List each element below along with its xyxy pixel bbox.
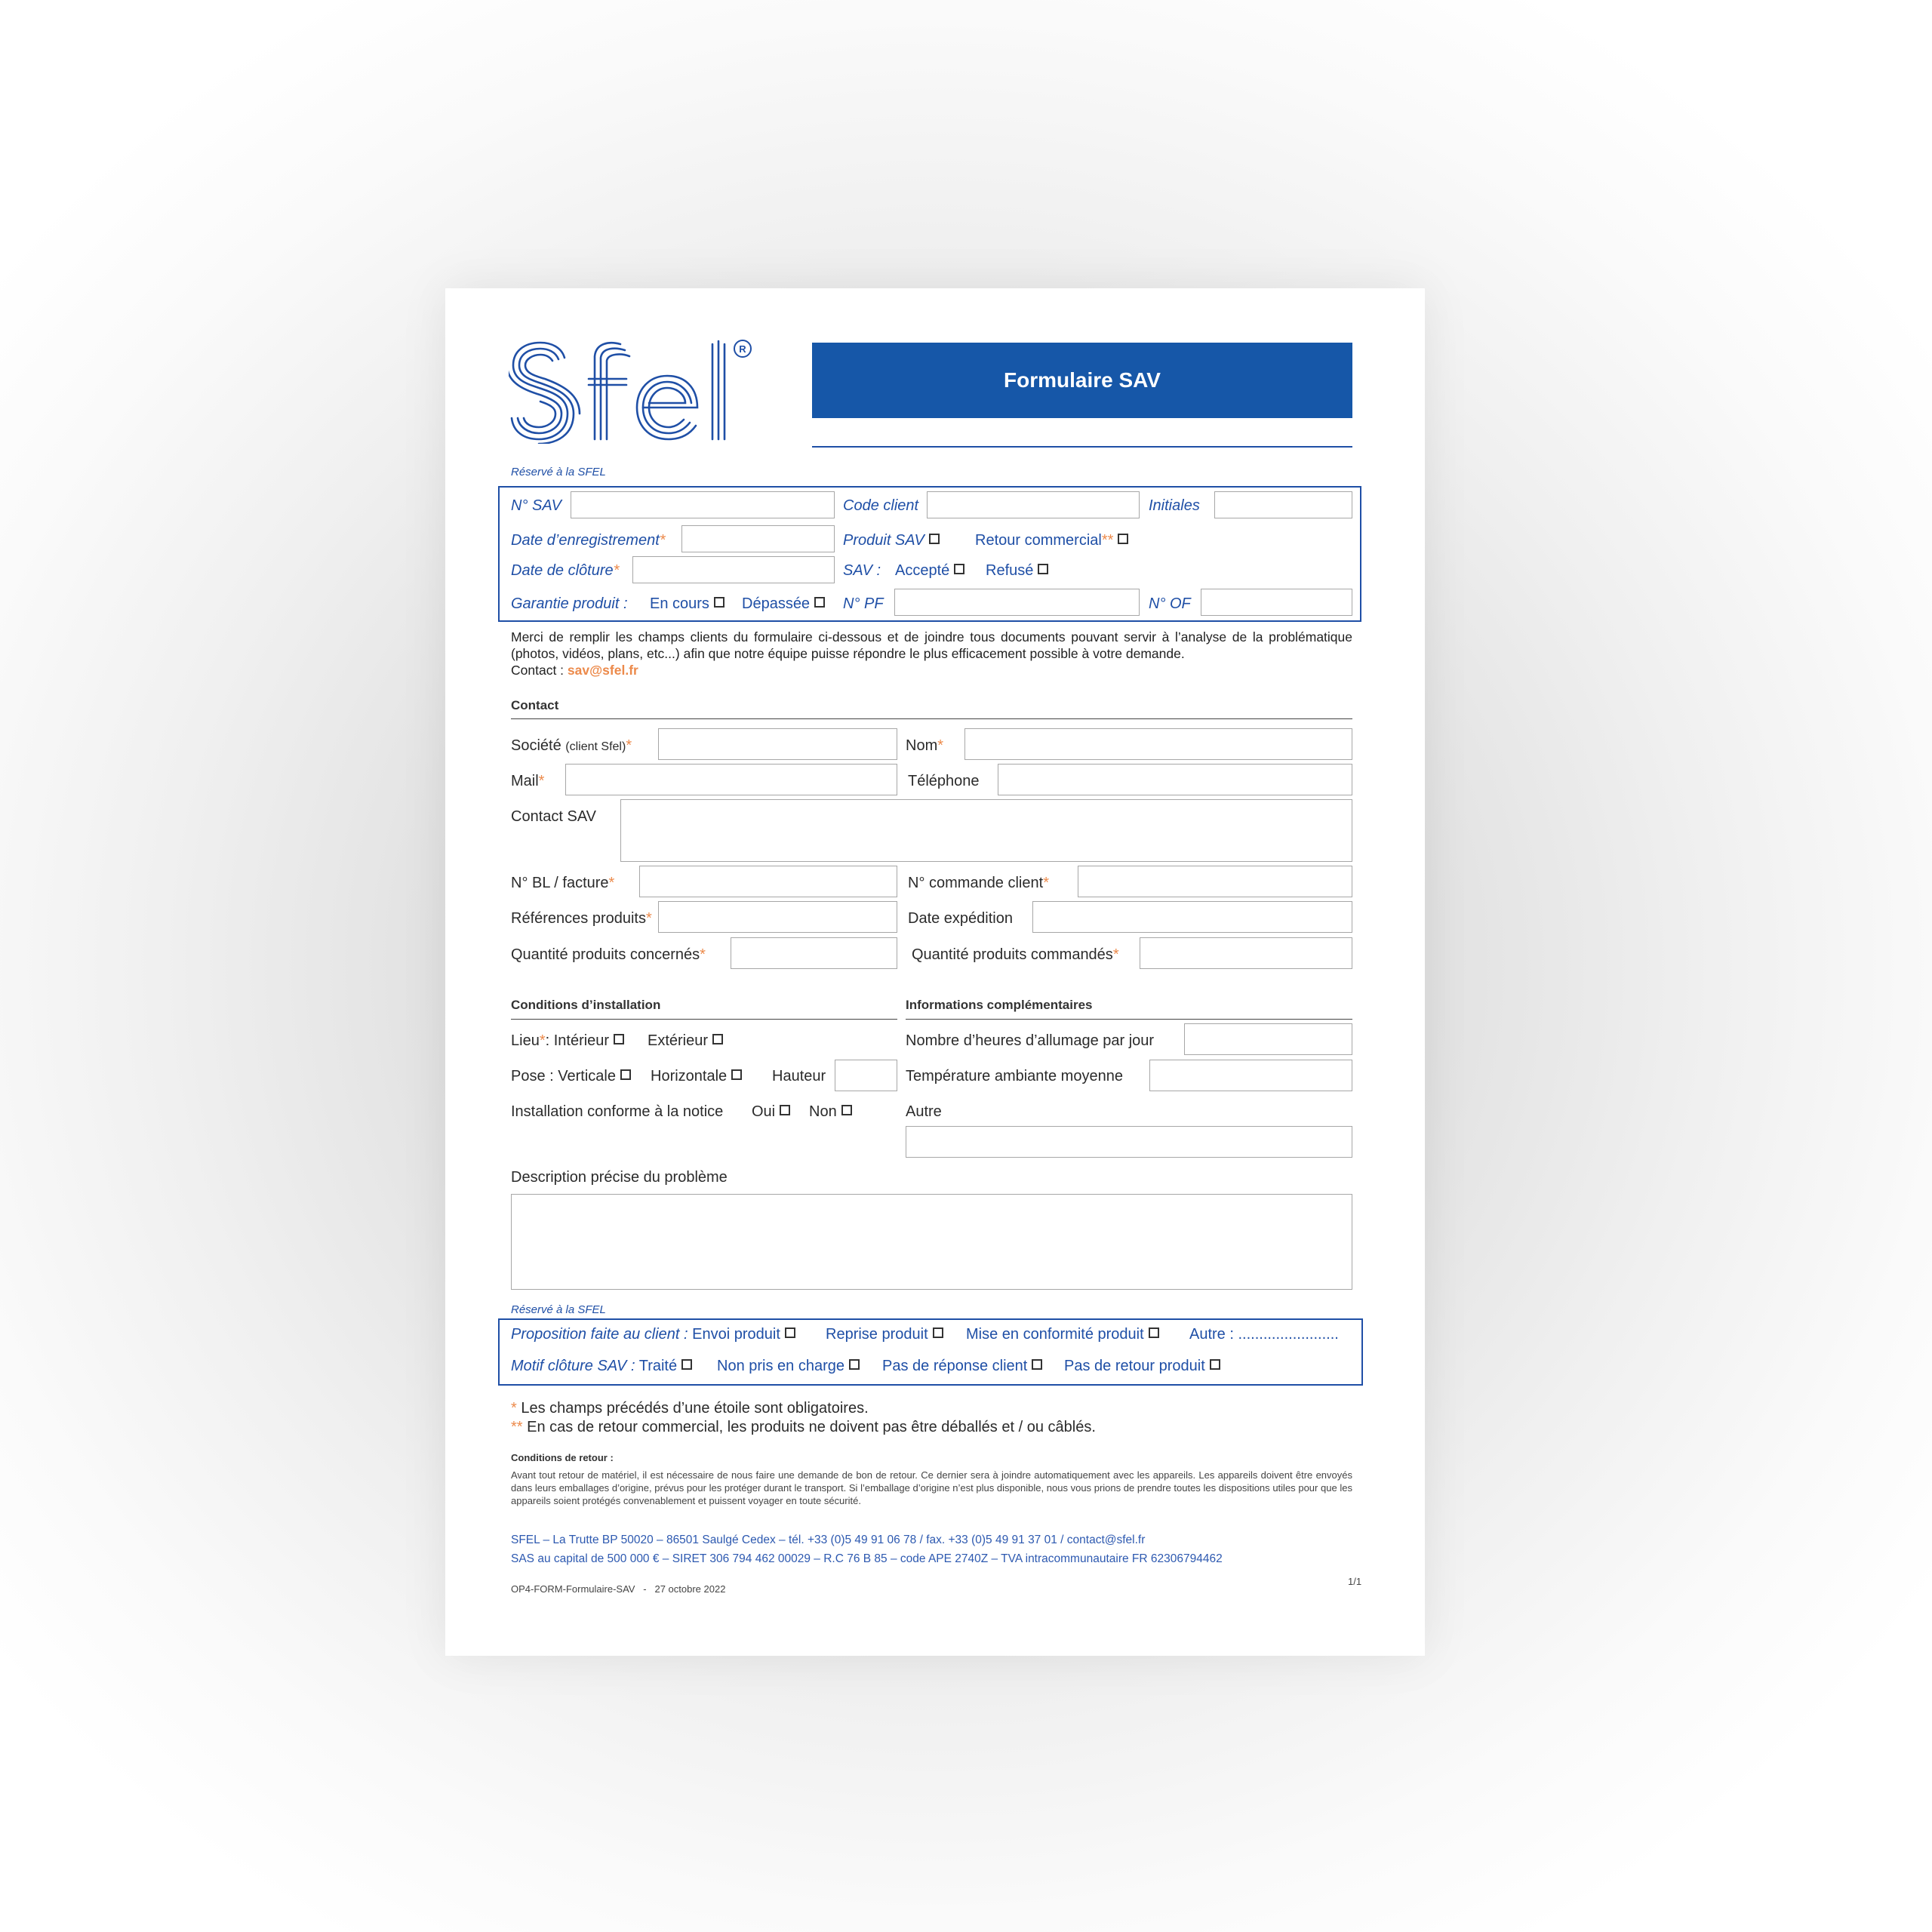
exterieur-checkbox[interactable] bbox=[712, 1034, 723, 1044]
envoi-checkbox[interactable] bbox=[785, 1327, 795, 1338]
infos-rule bbox=[906, 1019, 1352, 1020]
n-commande-input[interactable] bbox=[1078, 866, 1352, 897]
exterieur-option: Extérieur bbox=[648, 1032, 723, 1050]
date-cloture-input[interactable] bbox=[632, 556, 835, 583]
depassee-option: Dépassée bbox=[742, 595, 825, 613]
garantie-label: Garantie produit : bbox=[511, 595, 628, 612]
doc-reference: OP4-FORM-Formulaire-SAV - 27 octobre 2022 bbox=[511, 1583, 726, 1595]
produit-sav-checkbox[interactable] bbox=[929, 534, 940, 544]
note-required: * Les champs précédés d’une étoile sont obligatoires. bbox=[511, 1400, 869, 1417]
proposition-row: Proposition faite au client : Envoi produit bbox=[511, 1325, 795, 1343]
interieur-checkbox[interactable] bbox=[614, 1034, 624, 1044]
contact-section-title: Contact bbox=[511, 698, 559, 712]
date-expedition-input[interactable] bbox=[1032, 901, 1352, 933]
pas-reponse-checkbox[interactable] bbox=[1032, 1359, 1042, 1370]
pas-reponse-option: Pas de réponse client bbox=[882, 1357, 1042, 1375]
mise-option: Mise en conformité produit bbox=[966, 1325, 1159, 1343]
date-enregistrement-label: Date d’enregistrement* bbox=[511, 532, 666, 549]
description-textarea[interactable] bbox=[511, 1194, 1352, 1290]
en-cours-checkbox[interactable] bbox=[714, 597, 724, 608]
autre-label: Autre bbox=[906, 1103, 942, 1120]
sav-status-label: SAV : bbox=[843, 562, 881, 579]
retour-commercial-option: Retour commercial** bbox=[975, 531, 1128, 549]
reprise-option: Reprise produit bbox=[826, 1325, 943, 1343]
oui-checkbox[interactable] bbox=[780, 1105, 790, 1115]
societe-input[interactable] bbox=[658, 728, 897, 760]
n-of-label: N° OF bbox=[1149, 595, 1191, 612]
form-title: Formulaire SAV bbox=[1004, 368, 1161, 392]
depassee-checkbox[interactable] bbox=[814, 597, 825, 608]
lieu-option: Lieu*: Intérieur bbox=[511, 1032, 624, 1050]
date-enregistrement-input[interactable] bbox=[681, 525, 835, 552]
retour-commercial-checkbox[interactable] bbox=[1118, 534, 1128, 544]
footer-legal: SAS au capital de 500 000 € – SIRET 306 794 462 00029 – R.C 76 B 85 – code APE 2740Z – TVA intracommunautaire FR 62306794462 bbox=[511, 1552, 1223, 1565]
n-bl-input[interactable] bbox=[639, 866, 897, 897]
non-pris-checkbox[interactable] bbox=[849, 1359, 860, 1370]
oui-option: Oui bbox=[752, 1103, 790, 1121]
code-client-label: Code client bbox=[843, 497, 919, 514]
horizontale-option: Horizontale bbox=[651, 1067, 742, 1085]
temperature-input[interactable] bbox=[1149, 1060, 1352, 1091]
n-sav-input[interactable] bbox=[571, 491, 835, 518]
traite-checkbox[interactable] bbox=[681, 1359, 692, 1370]
heures-label: Nombre d’heures d’allumage par jour bbox=[906, 1032, 1155, 1049]
n-pf-input[interactable] bbox=[894, 589, 1140, 616]
autre-input[interactable] bbox=[906, 1126, 1352, 1158]
mise-checkbox[interactable] bbox=[1149, 1327, 1159, 1338]
hauteur-input[interactable] bbox=[835, 1060, 897, 1091]
qte-concernes-label: Quantité produits concernés* bbox=[511, 946, 706, 963]
accepte-option: Accepté bbox=[895, 561, 964, 580]
telephone-label: Téléphone bbox=[908, 773, 980, 789]
telephone-input[interactable] bbox=[998, 764, 1352, 795]
sfel-logo bbox=[509, 338, 758, 444]
n-pf-label: N° PF bbox=[843, 595, 884, 612]
svg-text:R: R bbox=[739, 343, 746, 355]
pas-retour-checkbox[interactable] bbox=[1210, 1359, 1220, 1370]
nom-label: Nom* bbox=[906, 737, 944, 754]
non-checkbox[interactable] bbox=[841, 1105, 852, 1115]
verticale-checkbox[interactable] bbox=[620, 1069, 631, 1080]
qte-commandes-label: Quantité produits commandés* bbox=[912, 946, 1119, 963]
installation-rule bbox=[511, 1019, 897, 1020]
date-cloture-label: Date de clôture* bbox=[511, 562, 620, 579]
page-number: 1/1 bbox=[1348, 1576, 1362, 1587]
societe-label: Société (client Sfel)* bbox=[511, 737, 632, 754]
produit-sav-option: Produit SAV bbox=[843, 531, 940, 549]
nom-input[interactable] bbox=[964, 728, 1352, 760]
refuse-checkbox[interactable] bbox=[1038, 564, 1048, 574]
conforme-label: Installation conforme à la notice bbox=[511, 1103, 724, 1120]
pose-option: Pose : Verticale bbox=[511, 1067, 631, 1085]
non-pris-option: Non pris en charge bbox=[717, 1357, 860, 1375]
conditions-text: Avant tout retour de matériel, il est nécessaire de nous faire une demande de bon de retour. Ce dernier sera à joindre automatiquement avec les appareils. Les appareils doivent être envoyés dans leurs emballages d’origine, prévus pour les protéger durant le transport. Si l’emballage d’origine n’est plus disponible, nous vous prions de prendre toutes les dispositions utiles pour que les appareils soient protégés convenablement et puissent voyager en toute sécurité. bbox=[511, 1469, 1352, 1506]
title-banner bbox=[812, 343, 1352, 418]
contact-sav-textarea[interactable] bbox=[620, 799, 1352, 862]
initiales-label: Initiales bbox=[1149, 497, 1200, 514]
installation-section-title: Conditions d’installation bbox=[511, 998, 661, 1012]
non-option: Non bbox=[809, 1103, 852, 1121]
refuse-option: Refusé bbox=[986, 561, 1048, 580]
mail-input[interactable] bbox=[565, 764, 897, 795]
n-of-input[interactable] bbox=[1201, 589, 1352, 616]
temperature-label: Température ambiante moyenne bbox=[906, 1068, 1123, 1084]
pas-retour-option: Pas de retour produit bbox=[1064, 1357, 1220, 1375]
n-commande-label: N° commande client* bbox=[908, 875, 1049, 891]
contact-email-link[interactable]: sav@sfel.fr bbox=[567, 663, 638, 678]
autre-proposition: Autre : ........................ bbox=[1189, 1326, 1339, 1343]
description-label: Description précise du problème bbox=[511, 1169, 728, 1186]
n-bl-label: N° BL / facture* bbox=[511, 875, 615, 891]
qte-concernes-input[interactable] bbox=[731, 937, 897, 969]
contact-sav-label: Contact SAV bbox=[511, 808, 597, 825]
en-cours-option: En cours bbox=[650, 595, 724, 613]
heures-input[interactable] bbox=[1184, 1023, 1352, 1055]
infos-section-title: Informations complémentaires bbox=[906, 998, 1093, 1012]
intro-text: Merci de remplir les champs clients du formulaire ci-dessous et de joindre tous documents pouvant servir à l’analyse de la problématique (photos, vidéos, plans, etc...) afin que notre équipe puisse répondre le plus efficacement possible à votre demande. Contact : sav@sfel.fr bbox=[511, 629, 1352, 678]
references-label: Références produits* bbox=[511, 910, 652, 927]
logo-lines-icon bbox=[509, 341, 724, 444]
code-client-input[interactable] bbox=[927, 491, 1140, 518]
n-sav-label: N° SAV bbox=[511, 497, 561, 514]
date-expedition-label: Date expédition bbox=[908, 910, 1013, 927]
accepte-checkbox[interactable] bbox=[954, 564, 964, 574]
qte-commandes-input[interactable] bbox=[1140, 937, 1352, 969]
footer-address: SFEL – La Trutte BP 50020 – 86501 Saulgé Cedex – tél. +33 (0)5 49 91 06 78 / fax. +33 (0)5 49 91 37 01 / contact@sfel.fr bbox=[511, 1534, 1146, 1546]
mail-label: Mail* bbox=[511, 773, 545, 789]
reserved-caption-2: Réservé à la SFEL bbox=[511, 1303, 606, 1316]
reserved-caption: Réservé à la SFEL bbox=[511, 466, 606, 478]
note-retour: ** En cas de retour commercial, les produits ne doivent pas être déballés et / ou câblés. bbox=[511, 1419, 1096, 1435]
reprise-checkbox[interactable] bbox=[933, 1327, 943, 1338]
motif-row: Motif clôture SAV : Traité bbox=[511, 1357, 692, 1375]
references-input[interactable] bbox=[658, 901, 897, 933]
header-rule bbox=[812, 446, 1352, 448]
initiales-input[interactable] bbox=[1214, 491, 1352, 518]
form-page bbox=[445, 288, 1425, 1656]
horizontale-checkbox[interactable] bbox=[731, 1069, 742, 1080]
contact-rule bbox=[511, 718, 1352, 719]
hauteur-label: Hauteur bbox=[772, 1068, 826, 1084]
conditions-title: Conditions de retour : bbox=[511, 1452, 614, 1463]
